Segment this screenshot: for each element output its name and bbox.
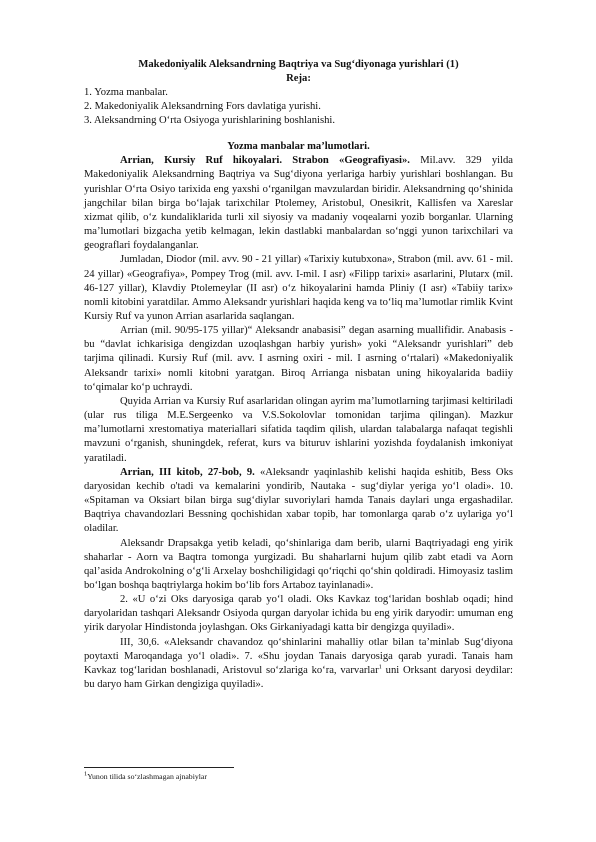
paragraph-3 [84, 324, 513, 395]
paragraph-1 [84, 154, 513, 253]
paragraph-5 [84, 466, 513, 537]
footnote-mark: 1 [84, 770, 88, 778]
paragraph-7 [84, 593, 513, 635]
footnote-divider [84, 767, 234, 768]
paragraph-8 [84, 636, 513, 693]
paragraph-4 [84, 395, 513, 466]
plan-item-3: 3. Aleksandrning O‘rta Osiyoga yurishlarining boshlanishi. [84, 115, 335, 127]
paragraph-1-text: Mil.avv. 329 yilda Makedoniyalik Aleksandrning Baqtriya va Sug‘diyona yerlariga harbiy yurishlari boshlangan. Bu yurishlar O‘rta Osiyo tarixida eng yaxshi o‘rganilgan mavzulardan biridir. Aleksandrning qo‘shinida jangchilar bilan birga bo‘lajak tarixchilar Ptolemey, Aristobul, Onesikrit, Kallisfen va Xareslar xizmat qilib, o‘z kundaliklarida turli xil siyosiy va madaniy voqealarni yozib borganlar. Ularning ma’lumotlari bizgacha yetib kelmagan, lekin dastlabki manbalardan so‘nggi yunon tarixchilari va geograflari foydalanganlar. [84, 155, 514, 252]
paragraph-2-text: Jumladan, Diodor (mil. avv. 90 - 21 yillar) «Tarixiy kutubxona», Strabon (mil. avv. 61 - mil. 24 yillar) «Geografiya», Pompey Trog (mil. avv. I-mil. I asr) «Filipp tarixi» asarlarini, Plutarx (mil. 46-127 yillar), Klavdiy Ptolemeylar (II asr) o‘z hikoyalarini hamda Pliniy (I asr) «Tabiiy tarix» nomli kitobini yaratdilar. Ammo Aleksandr yurishlari haqida keng va to‘liq ma’lumotlar rimlik Kvint Kursiy Ruf va yunon Arrian asarlarida saqlangan. [84, 254, 513, 322]
document-page [84, 58, 513, 692]
paragraph-5-text: «Aleksandr yaqinlashib kelishi haqida eshitib, Bess Oks daryosidan kechib o'tadi va kemalarini yondirib, Nautaka - sug‘diylar yeriga yo‘l oladi». 10. «Spitaman va Oksiart bilan birga sug‘diylar suvoriylari hamda Tanais daylari unga ergashadilar. Baqtriya chavandozlari Bessning qochishidan xabar topib, har tomonlarga qarab o‘z uylariga yo‘l oladilar. [84, 466, 514, 535]
footnote-text: Yunon tilida so‘zlashmagan ajnabiylar [87, 772, 207, 781]
plan-item-2: 2. Makedoniyalik Aleksandrning Fors davlatiga yurishi. [84, 101, 321, 113]
plan-item-1: 1. Yozma manbalar. [84, 87, 168, 98]
section-heading: Yozma manbalar ma’lumotlari. [227, 141, 370, 153]
paragraph-3-text: Arrian (mil. 90/95-175 yillar)“ Aleksandr anabasisi” degan asarning muallifidir. Anabasis - bu “davlat ichkarisiga dengizdan uzoqlashgan harbiy yurish» yoki “Aleksandr yurishlari” deb tarjima qilinadi. Kursiy Ruf (mil. avv. I asrning oxiri - mil. I asrning o‘rtalari) «Makedoniyalik Aleksandr tarixi» nomli kitobni yaratgan. Biroq Arrianga nisbatan uning hikoyalarida badiiy to‘qimalar ko‘p uchraydi. [84, 325, 513, 393]
paragraph-6-text: Aleksandr Drapsakga yetib keladi, qo‘shinlariga dam berib, ularni Baqtriyadagi eng yirik shaharlar - Aorn va Baqtra tomonga yurgizadi. Bu shaharlarni hujum qilib zabt etadi va Aorn qal’asida Androkolning o‘g‘li Arxelay boshchiligidagi qo‘riqchi qo‘shin qoldiradi. Himoyasiz taslim bo‘lgan boshqa baqtriylarga hokim bo‘lib fors Artaboz tayinlanadi». [84, 537, 513, 591]
paragraph-2 [84, 253, 513, 324]
plan-heading: Reja: [286, 73, 311, 84]
paragraph-5-lead: Arrian, III kitob, 27-bob, 9. [120, 466, 255, 478]
paragraph-8-tail: uni Orksant daryosi deydilar: bu daryo ham Girkan dengiziga quyiladi». [84, 664, 513, 691]
paragraph-4-text: Quyida Arrian va Kursiy Ruf asarlaridan olingan ayrim ma’lumotlarning tarjimasi keltiriladi (ular rus tiliga M.E.Sergeenko va V.S.Sokolovlar tomonidan tarjima qilingan). Mazkur ma’lumotlarni xrestomatiya materiallari sifatida taqdim qilish, ulardan talabalarga nafaqat tegishli mavzuni o‘rganish, shuningdek, referat, kurs va bituruv ishlarini yozishda foydalanish imkoniyat yaratiladi. [84, 395, 513, 464]
footnote [84, 772, 207, 782]
paragraph-6 [84, 537, 513, 594]
document-title: Makedoniyalik Aleksandrning Baqtriya va Sug‘diyonaga yurishlari (1) [138, 59, 459, 70]
paragraph-8-text: III, 30,6. «Aleksandr chavandoz qo‘shinlarini mahalliy otlar bilan ta’minlab Sug‘diyona poytaxti Maroqandaga yo‘l oladi». 7. «Shu joydan Tanais daryosiga qarab yuradi. Tanais ham Kavkaz tog‘laridan boshlanadi, Aristovul so‘zlariga ko‘ra, varvarlar [84, 636, 513, 676]
paragraph-1-lead: Arrian, Kursiy Ruf hikoyalari. Strabon «Geografiyasi». [120, 155, 410, 167]
footnote-reference[interactable]: 1 [378, 663, 382, 671]
paragraph-7-text: 2. «U o‘zi Oks daryosiga qarab yo‘l oladi. Oks Kavkaz tog‘laridan boshlab oqadi; hind daryolaridan tashqari Aleksandr Osiyoda qurgan daryolar ichida bu eng yirik daryodir: umuman eng yirik daryolar Hindistonda joylashgan. Oks Girkaniyadagi katta bir dengizga quyiladi». [84, 594, 513, 634]
